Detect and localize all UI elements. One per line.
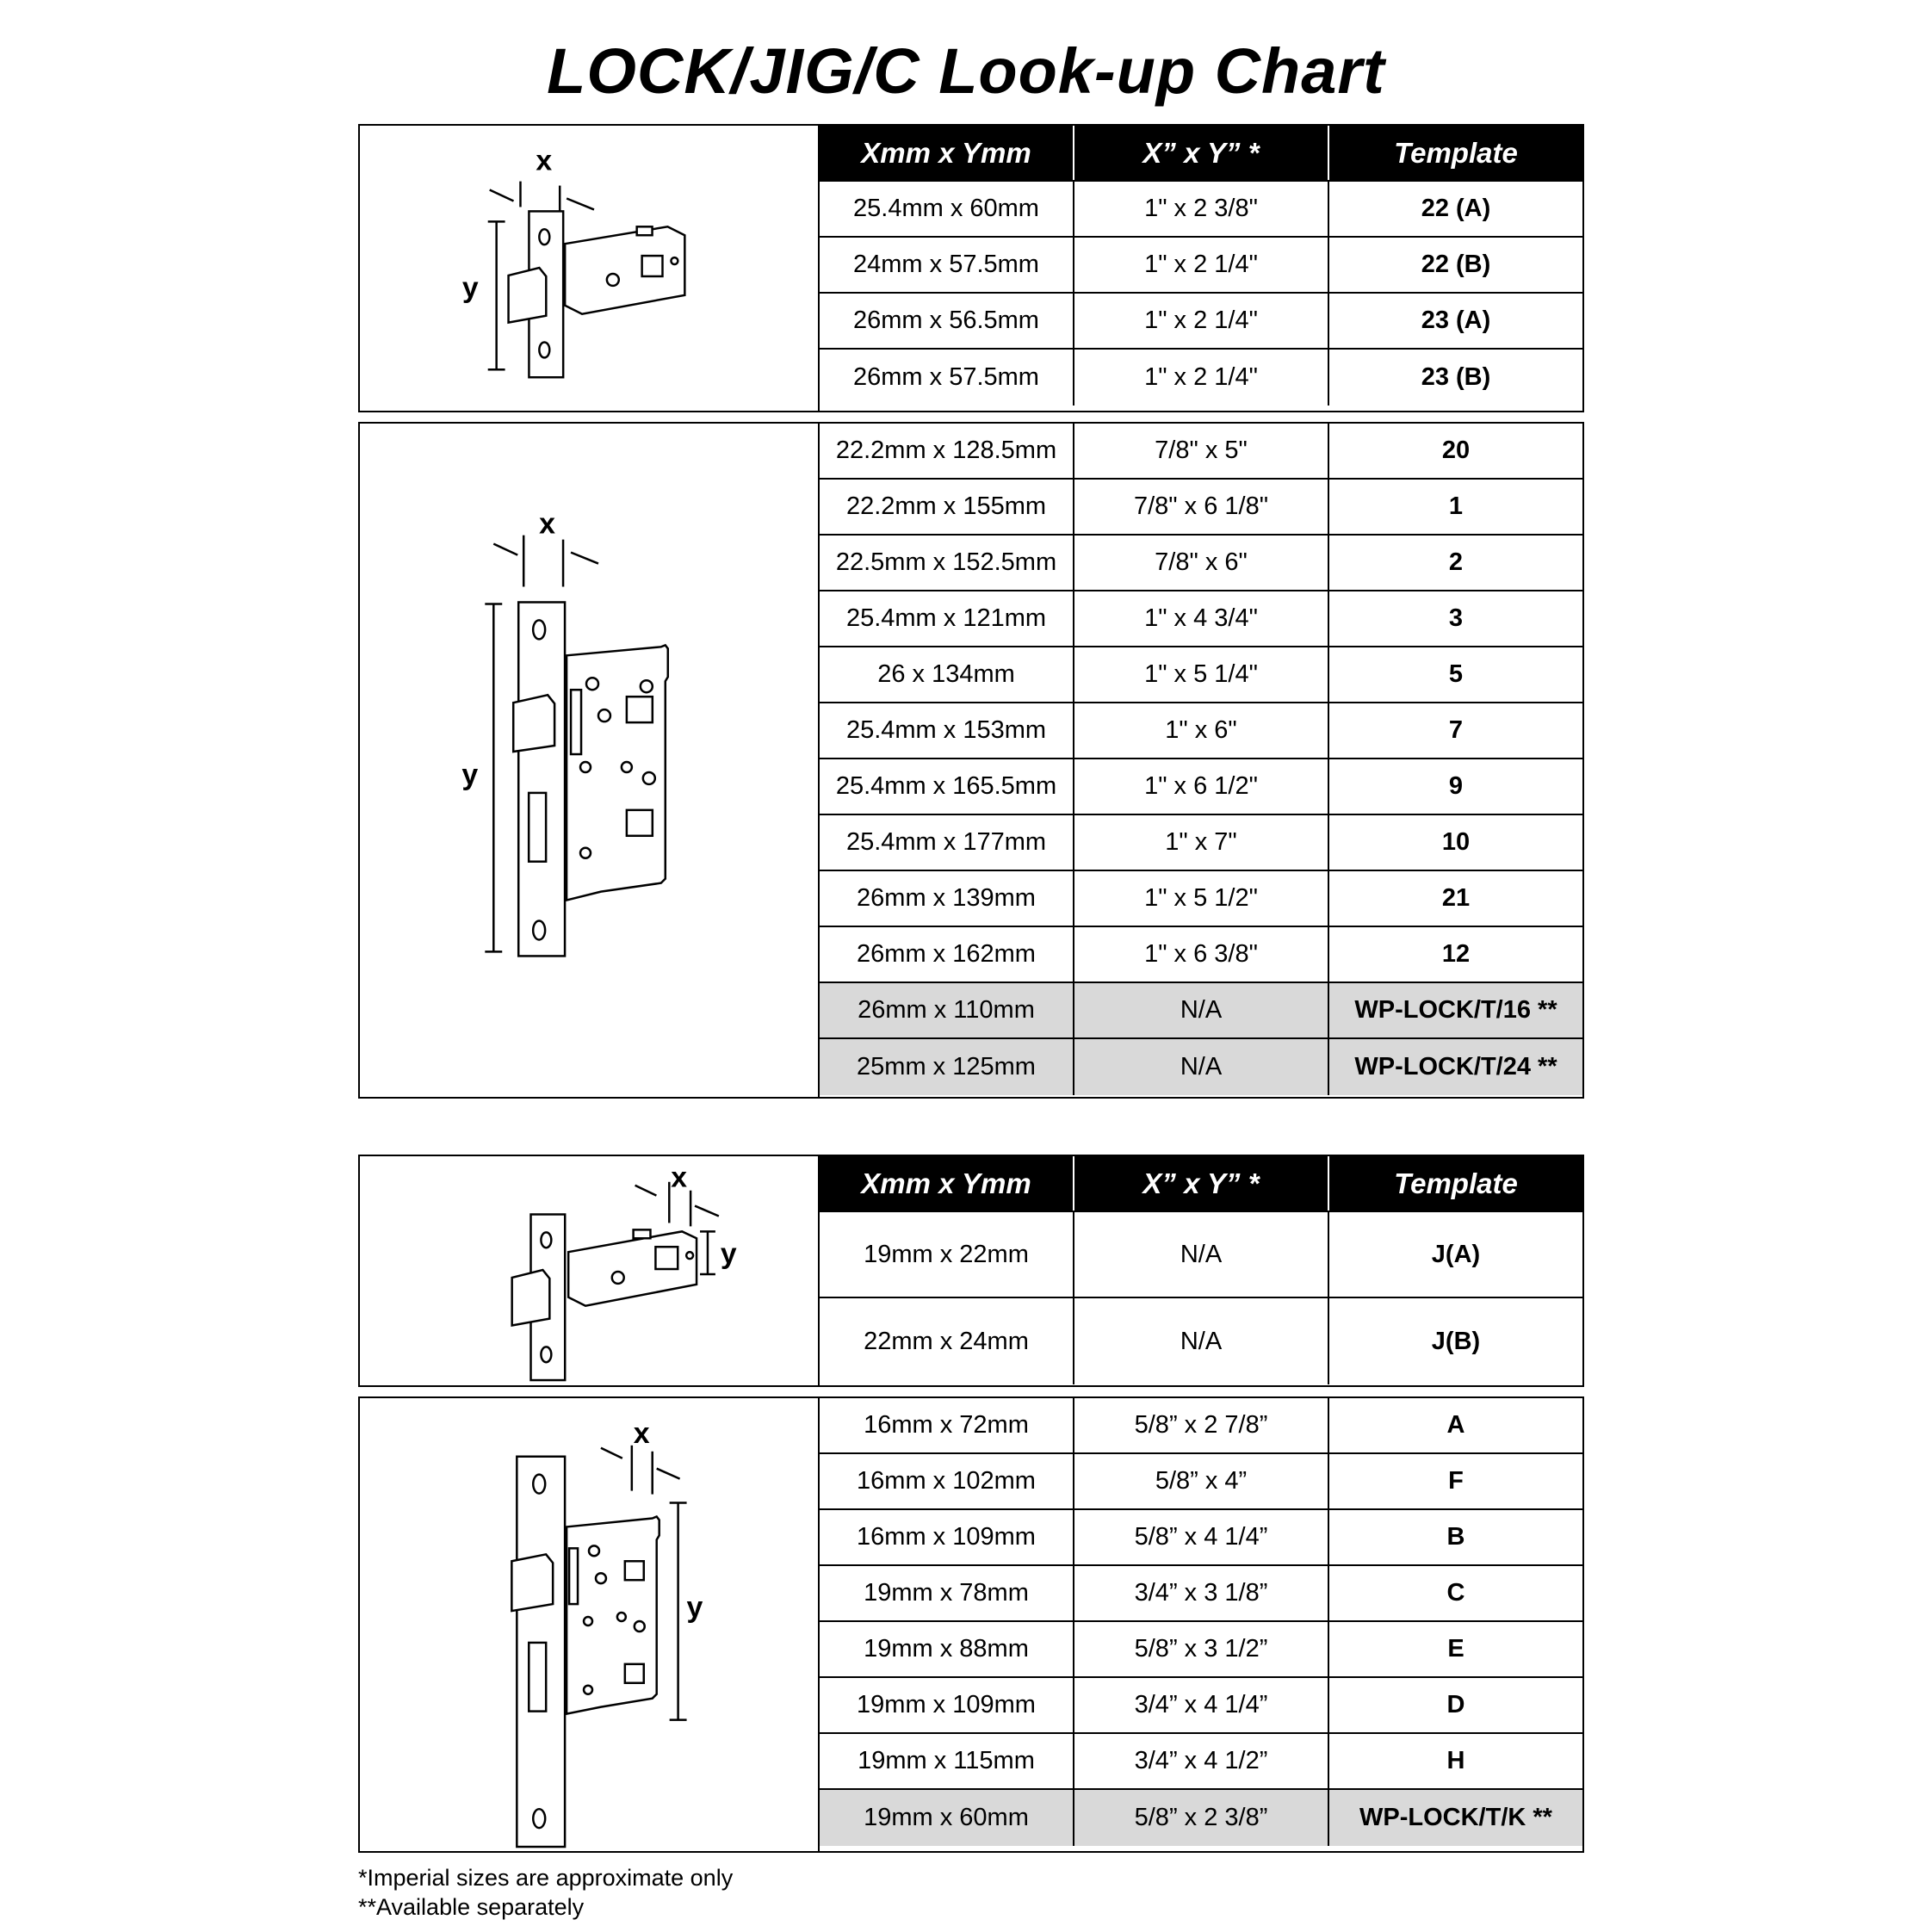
- cell-inch: 5/8” x 4 1/4”: [1074, 1510, 1329, 1564]
- table-row: [820, 480, 1582, 536]
- small-latch-diagram: [360, 1156, 818, 1385]
- cell-mm: 26mm x 56.5mm: [820, 294, 1074, 348]
- table-row: [820, 1510, 1582, 1566]
- cell-template: E: [1447, 1635, 1464, 1663]
- table-row: [820, 871, 1582, 927]
- cell-inch: 5/8” x 2 3/8”: [1074, 1790, 1329, 1846]
- y-dimension-label: y: [461, 270, 479, 304]
- cell-mm: 26mm x 162mm: [820, 927, 1074, 981]
- table-row: [820, 1212, 1582, 1298]
- small-latch-diagram-cell: [360, 1156, 820, 1385]
- mortice-diagram-cell: [360, 424, 820, 1097]
- cell-template: 7: [1448, 716, 1464, 744]
- cell-template: 2: [1448, 548, 1464, 576]
- cell-template: WP-LOCK/T/24 **: [1354, 1053, 1557, 1081]
- cell-mm: 25mm x 125mm: [820, 1039, 1074, 1095]
- cell-inch: 5/8” x 2 7/8”: [1074, 1398, 1329, 1452]
- cell-inch: 1" x 5 1/4": [1074, 647, 1329, 702]
- latch-diagram-cell: [360, 126, 820, 411]
- cell-mm: 22.2mm x 155mm: [820, 480, 1074, 534]
- cell-mm: 19mm x 88mm: [820, 1622, 1074, 1676]
- cell-inch: 1" x 6 3/8": [1074, 927, 1329, 981]
- cell-template: J(B): [1431, 1327, 1481, 1355]
- cell-mm: 26mm x 139mm: [820, 871, 1074, 926]
- cell-template: A: [1446, 1411, 1465, 1439]
- cell-inch: N/A: [1074, 1298, 1329, 1384]
- cell-mm: 16mm x 72mm: [820, 1398, 1074, 1452]
- table-row-shaded: [820, 1039, 1582, 1095]
- cell-template: 3: [1448, 604, 1464, 632]
- cell-mm: 25.4mm x 60mm: [820, 182, 1074, 236]
- cell-template: 23 (A): [1421, 307, 1491, 334]
- footnote-separate: **Available separately: [358, 1894, 585, 1920]
- header-mm: Xmm x Ymm: [820, 1156, 1074, 1211]
- cell-mm: 26mm x 110mm: [820, 983, 1074, 1037]
- mortice-lock-icon: [461, 508, 667, 957]
- table-row: [820, 815, 1582, 871]
- y-dimension-label: y: [686, 1591, 703, 1625]
- cell-mm: 19mm x 22mm: [820, 1212, 1074, 1297]
- table-row: [820, 536, 1582, 591]
- cell-template: 23 (B): [1421, 363, 1491, 391]
- x-dimension-label: x: [536, 144, 553, 177]
- cell-inch: 3/4” x 4 1/4”: [1074, 1678, 1329, 1732]
- header-inch: X” x Y” *: [1074, 1156, 1329, 1211]
- table-row: [820, 294, 1582, 350]
- table-row: [820, 759, 1582, 815]
- cell-inch: 1" x 5 1/2": [1074, 871, 1329, 926]
- section-small-latch: [358, 1155, 1584, 1387]
- cell-template: 20: [1441, 437, 1471, 464]
- x-dimension-label: x: [633, 1416, 650, 1450]
- cell-inch: 1" x 4 3/4": [1074, 591, 1329, 646]
- table-row: [820, 591, 1582, 647]
- y-dimension-label: y: [461, 758, 479, 791]
- cell-mm: 26mm x 57.5mm: [820, 350, 1074, 406]
- small-mortice-diagram: [360, 1398, 818, 1851]
- table-tubular-latch: [820, 126, 1582, 406]
- cell-mm: 26 x 134mm: [820, 647, 1074, 702]
- cell-inch: N/A: [1074, 983, 1329, 1037]
- header-mm: Xmm x Ymm: [820, 126, 1074, 180]
- cell-mm: 25.4mm x 121mm: [820, 591, 1074, 646]
- cell-template: 5: [1448, 660, 1464, 688]
- y-dimension-label: y: [720, 1237, 737, 1271]
- table-row: [820, 1398, 1582, 1454]
- table-row: [820, 1734, 1582, 1790]
- cell-template: WP-LOCK/T/16 **: [1354, 996, 1557, 1024]
- cell-template: J(A): [1431, 1240, 1481, 1268]
- table-row: [820, 424, 1582, 480]
- cell-template: 12: [1441, 940, 1471, 968]
- section-mortice-lock: [358, 422, 1584, 1099]
- cell-inch: 1" x 2 3/8": [1074, 182, 1329, 236]
- cell-mm: 19mm x 60mm: [820, 1790, 1074, 1846]
- cell-inch: N/A: [1074, 1039, 1329, 1095]
- cell-mm: 24mm x 57.5mm: [820, 238, 1074, 292]
- section-tubular-latch: [358, 124, 1584, 412]
- tubular-latch-icon: [462, 145, 684, 378]
- cell-inch: 7/8" x 6": [1074, 536, 1329, 590]
- table-row-shaded: [820, 983, 1582, 1039]
- table-row: [820, 1678, 1582, 1734]
- cell-mm: 19mm x 109mm: [820, 1678, 1074, 1732]
- table-row: [820, 703, 1582, 759]
- cell-template: 21: [1441, 884, 1471, 912]
- header-inch: X” x Y” *: [1074, 126, 1329, 180]
- header-template: Template: [1394, 136, 1518, 169]
- cell-template: F: [1448, 1467, 1464, 1495]
- tubular-latch-diagram: [360, 126, 818, 411]
- table-row-shaded: [820, 1790, 1582, 1846]
- table-row: [820, 1622, 1582, 1678]
- table-small-mortice: [820, 1398, 1582, 1846]
- page-title: LOCK/JIG/C Look-up Chart: [547, 35, 1385, 107]
- mortice-lock-diagram: [360, 424, 818, 1097]
- cell-inch: N/A: [1074, 1212, 1329, 1297]
- table-mortice-lock: [820, 424, 1582, 1095]
- cell-mm: 19mm x 115mm: [820, 1734, 1074, 1788]
- small-latch-icon: [512, 1161, 737, 1380]
- cell-inch: 7/8" x 5": [1074, 424, 1329, 478]
- cell-inch: 5/8” x 3 1/2”: [1074, 1622, 1329, 1676]
- table-row: [820, 1298, 1582, 1384]
- table-small-latch: [820, 1156, 1582, 1384]
- table-row: [820, 182, 1582, 238]
- table-row: [820, 927, 1582, 983]
- cell-template: 1: [1448, 492, 1464, 520]
- cell-template: 10: [1441, 828, 1471, 856]
- table-row: [820, 1566, 1582, 1622]
- cell-inch: 1" x 6 1/2": [1074, 759, 1329, 814]
- table-row: [820, 238, 1582, 294]
- cell-template: H: [1446, 1747, 1465, 1774]
- cell-mm: 16mm x 109mm: [820, 1510, 1074, 1564]
- cell-mm: 19mm x 78mm: [820, 1566, 1074, 1620]
- cell-inch: 1" x 6": [1074, 703, 1329, 758]
- cell-mm: 22.2mm x 128.5mm: [820, 424, 1074, 478]
- table-row: [820, 350, 1582, 406]
- small-mortice-diagram-cell: [360, 1398, 820, 1851]
- cell-template: 22 (B): [1421, 251, 1491, 278]
- cell-inch: 1" x 2 1/4": [1074, 238, 1329, 292]
- x-dimension-label: x: [671, 1161, 688, 1194]
- small-mortice-icon: [511, 1417, 703, 1847]
- cell-mm: 22.5mm x 152.5mm: [820, 536, 1074, 590]
- cell-mm: 25.4mm x 177mm: [820, 815, 1074, 870]
- cell-inch: 5/8” x 4”: [1074, 1454, 1329, 1508]
- footnote-imperial: *Imperial sizes are approximate only: [358, 1865, 734, 1891]
- table-row: [820, 1454, 1582, 1510]
- cell-mm: 25.4mm x 153mm: [820, 703, 1074, 758]
- cell-template: 9: [1448, 772, 1464, 800]
- table-header-row: [820, 126, 1582, 182]
- section-small-mortice: [358, 1396, 1584, 1853]
- cell-template: C: [1446, 1579, 1465, 1607]
- cell-inch: 7/8" x 6 1/8": [1074, 480, 1329, 534]
- cell-inch: 1" x 2 1/4": [1074, 294, 1329, 348]
- table-row: [820, 647, 1582, 703]
- cell-mm: 16mm x 102mm: [820, 1454, 1074, 1508]
- cell-inch: 3/4” x 4 1/2”: [1074, 1734, 1329, 1788]
- table-header-row: [820, 1156, 1582, 1212]
- cell-inch: 1" x 7": [1074, 815, 1329, 870]
- cell-template: 22 (A): [1421, 195, 1491, 222]
- cell-template: B: [1446, 1523, 1465, 1551]
- cell-mm: 25.4mm x 165.5mm: [820, 759, 1074, 814]
- cell-template: D: [1446, 1691, 1465, 1718]
- cell-inch: 3/4” x 3 1/8”: [1074, 1566, 1329, 1620]
- cell-inch: 1" x 2 1/4": [1074, 350, 1329, 406]
- header-template: Template: [1394, 1167, 1518, 1199]
- x-dimension-label: x: [539, 507, 556, 541]
- cell-mm: 22mm x 24mm: [820, 1298, 1074, 1384]
- cell-template: WP-LOCK/T/K **: [1359, 1804, 1552, 1831]
